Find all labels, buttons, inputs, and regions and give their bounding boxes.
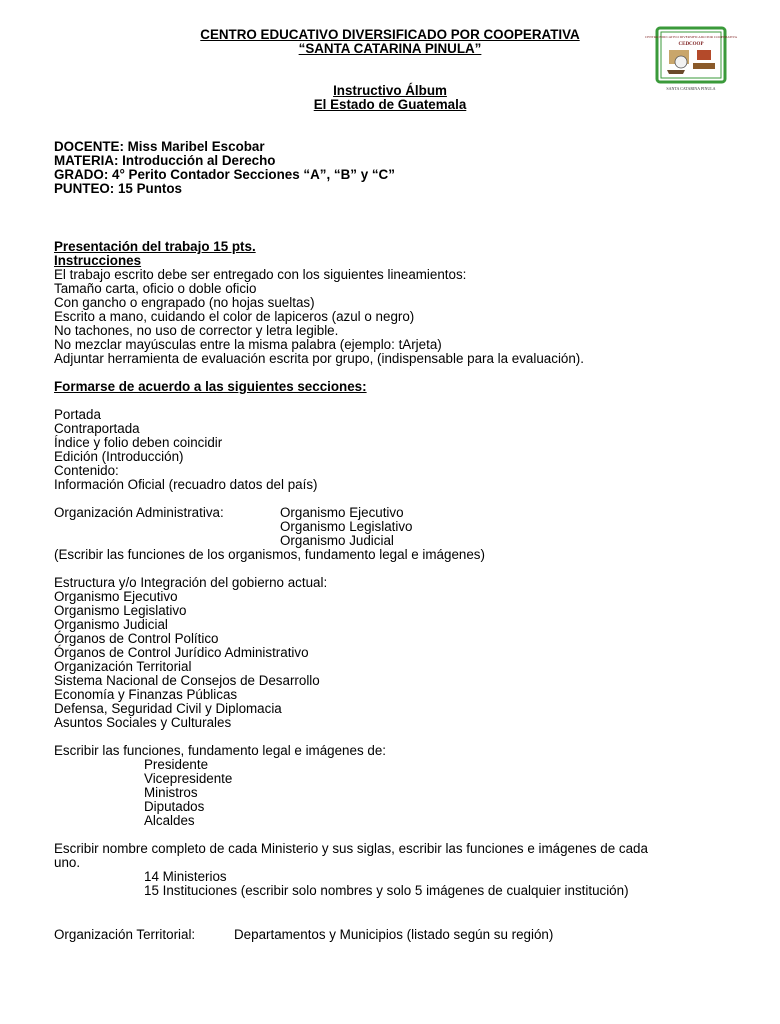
ministerio-text: Escribir nombre completo de cada Ministerio y sus siglas, escribir las funciones e imágenes de cada [54,841,648,856]
section-item: Edición (Introducción) [54,449,184,464]
materia: MATERIA: Introducción al Derecho [54,153,276,168]
estructura-item: Organismo Ejecutivo [54,589,178,604]
territorial-label: Organización Territorial: [54,927,196,942]
estructura-item: Organismo Legislativo [54,603,187,618]
ministerio-item: 14 Ministerios [144,869,227,884]
funciones-item: Ministros [144,785,198,800]
instruction-item: El trabajo escrito debe ser entregado con los siguientes lineamientos: [54,267,467,282]
section-item: Índice y folio deben coincidir [54,435,223,450]
org-admin-item: Organismo Legislativo [280,519,413,534]
org-admin-item: Organismo Judicial [280,533,394,548]
instruction-item: Escrito a mano, cuidando el color de lapiceros (azul o negro) [54,309,415,324]
instruction-item: No tachones, no uso de corrector y letra legible. [54,323,339,338]
estructura-item: Órganos de Control Político [54,631,219,646]
punteo: PUNTEO: 15 Puntos [54,181,182,196]
estructura-item: Órganos de Control Jurídico Administrativo [54,645,309,660]
org-admin-item: Organismo Ejecutivo [280,505,404,520]
school-logo [644,26,738,94]
grado: GRADO: 4° Perito Contador Secciones “A”, “B” y “C” [54,167,395,182]
estructura-heading: Estructura y/o Integración del gobierno actual: [54,575,328,590]
document-title: Instructivo Álbum [333,83,447,98]
instructions-heading: Instrucciones [54,253,142,268]
logo-abbr: CEDCOOP [678,42,704,47]
presentation-heading: Presentación del trabajo 15 pts. [54,239,256,254]
document-subtitle: El Estado de Guatemala [313,97,467,112]
org-admin-label: Organización Administrativa: [54,505,224,520]
funciones-item: Presidente [144,757,209,772]
territorial-value: Departamentos y Municipios (listado según su región) [234,927,554,942]
org-admin-note: (Escribir las funciones de los organismos, fundamento legal e imágenes) [54,547,485,562]
funciones-heading: Escribir las funciones, fundamento legal e imágenes de: [54,743,386,758]
estructura-item: Sistema Nacional de Consejos de Desarrollo [54,673,320,688]
instruction-item: Adjuntar herramienta de evaluación escrita por grupo, (indispensable para la evaluación). [54,351,584,366]
school-location: “SANTA CATARINA PINULA” [298,41,482,56]
ministerio-text-cont: uno. [54,855,81,870]
school-name: CENTRO EDUCATIVO DIVERSIFICADO POR COOPERATIVA [200,27,580,42]
logo-top-text: CENTRO EDUCATIVO DIVERSIFICADO POR COOPERATIVA [644,35,738,39]
estructura-item: Organismo Judicial [54,617,168,632]
sections-heading: Formarse de acuerdo a las siguientes secciones: [54,379,367,394]
docente: DOCENTE: Miss Maribel Escobar [54,139,265,154]
section-item: Portada [54,407,101,422]
section-item: Contenido: [54,463,119,478]
instruction-item: Tamaño carta, oficio o doble oficio [54,281,257,296]
funciones-item: Vicepresidente [144,771,233,786]
section-item: Información Oficial (recuadro datos del país) [54,477,318,492]
section-item: Contraportada [54,421,140,436]
estructura-item: Economía y Finanzas Públicas [54,687,238,702]
estructura-item: Defensa, Seguridad Civil y Diplomacia [54,701,282,716]
logo-bottom-text: SANTA CATARINA PINULA [666,86,716,91]
funciones-item: Diputados [144,799,205,814]
instruction-item: No mezclar mayúsculas entre la misma palabra (ejemplo: tArjeta) [54,337,442,352]
instruction-item: Con gancho o engrapado (no hojas sueltas) [54,295,315,310]
estructura-item: Organización Territorial [54,659,192,674]
estructura-item: Asuntos Sociales y Culturales [54,715,232,730]
funciones-item: Alcaldes [144,813,195,828]
ministerio-item: 15 Instituciones (escribir solo nombres y solo 5 imágenes de cualquier institución) [144,883,629,898]
